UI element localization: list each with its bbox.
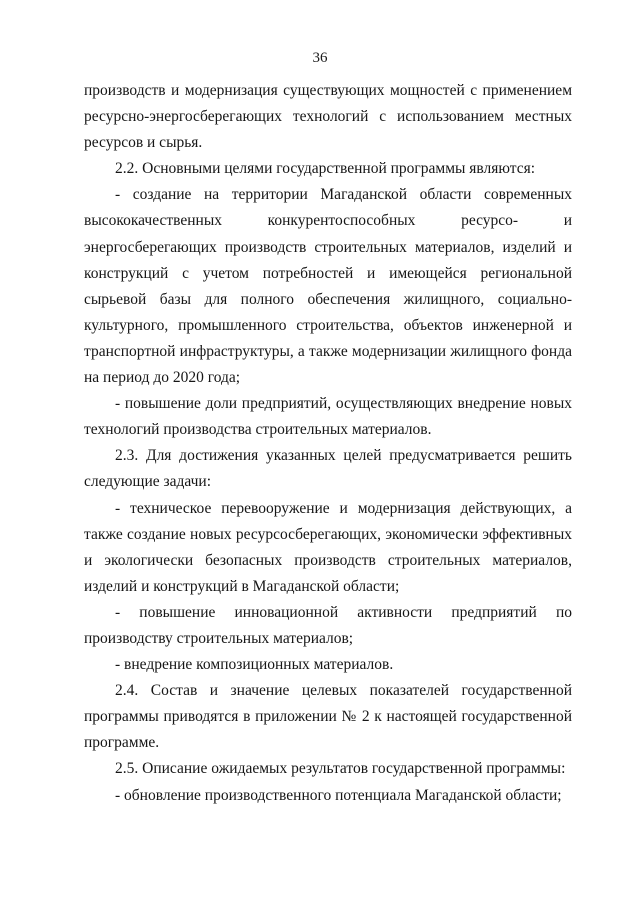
paragraph-section-2-2: 2.2. Основными целями государственной программы являются: (115, 160, 536, 178)
paragraph-section-2-5: 2.5. Описание ожидаемых результатов государственной программы: (115, 760, 566, 778)
document-body (84, 78, 572, 809)
paragraph-continuation: производств и модернизация существующих мощностей с применением ресурсно-энергосберегающих технологий с использованием местных ресурсов и сырья. (84, 82, 572, 152)
paragraph-section-2-3: 2.3. Для достижения указанных целей предусматривается решить следующие задачи: (84, 447, 572, 491)
list-item-result-1: - обновление производственного потенциала Магаданской области; (115, 786, 562, 804)
list-item-task-3: - внедрение композиционных материалов. (115, 656, 394, 674)
list-item-task-1: - техническое перевооружение и модернизация действующих, а также создание новых ресурсосберегающих, экономически эффективных и экологически безопасных производств строительных материалов, изделий и конструкций в Магаданской области; (84, 499, 572, 595)
list-item-goal-2: - повышение доли предприятий, осуществляющих внедрение новых технологий производства строительных материалов. (84, 395, 572, 439)
list-item-goal-1: - создание на территории Магаданской области современных высококачественных конкурентоспособных ресурсо- и энергосберегающих производств строительных материалов, изделий и конструкций с учетом потребностей и имеющейся региональной сырьевой базы для полного обеспечения жилищного, социально-культурного, промышленного строительства, объектов инженерной и транспортной инфраструктуры, а также модернизации жилищного фонда на период до 2020 года; (84, 186, 572, 387)
page-number: 36 (312, 50, 328, 66)
paragraph-section-2-4: 2.4. Состав и значение целевых показателей государственной программы приводятся в приложении № 2 к настоящей государственной программе. (84, 682, 572, 752)
list-item-task-2: - повышение инновационной активности предприятий по производству строительных материалов; (84, 603, 572, 647)
